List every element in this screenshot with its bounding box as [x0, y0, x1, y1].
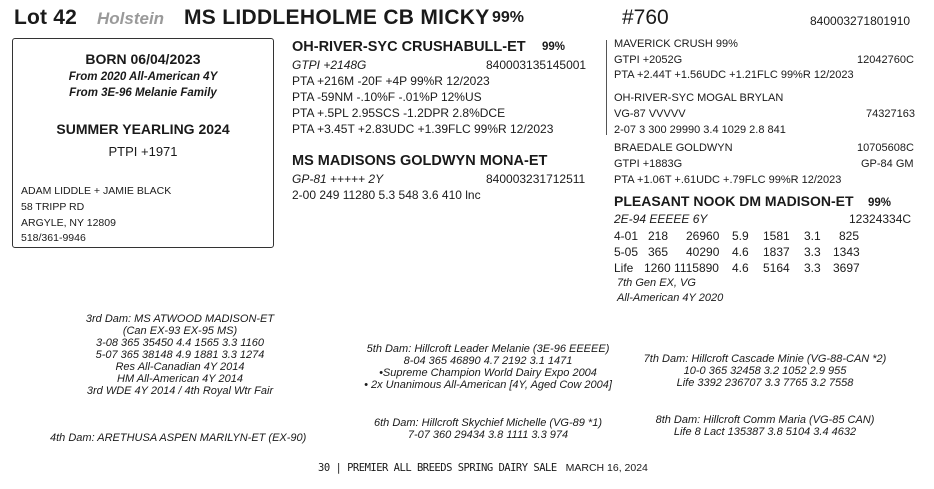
third-dam-line: 3rd Dam: MS ATWOOD MADISON-ET [85, 313, 275, 325]
registration-number: 840003271801910 [810, 14, 911, 28]
dam-sire-gtpi: GTPI +1883G [614, 158, 683, 170]
maternal-granddam-note: All-American 4Y 2020 [617, 292, 724, 304]
record-cell: 1837 [763, 245, 790, 259]
record-cell: 26960 [686, 229, 720, 243]
sire-dam-class: VG-87 VVVVV [614, 108, 686, 120]
dam-highlight-2: From 3E-96 Melanie Family [69, 87, 217, 99]
sixth-dam-line: 7-07 360 29434 3.8 1111 3.3 974 [407, 429, 569, 441]
third-dam-block [55, 313, 305, 397]
record-cell: 4.6 [732, 245, 749, 259]
dam-reg: 840003231712511 [486, 172, 586, 186]
maternal-granddam-name: PLEASANT NOOK DM MADISON-ET [614, 193, 854, 209]
sire-sire-gtpi: GTPI +2052G [614, 54, 683, 66]
info-box [12, 38, 274, 248]
animal-percent: 99% [492, 9, 525, 26]
maternal-granddam-class: 2E-94 EEEEE 6Y [614, 212, 708, 226]
class-label: SUMMER YEARLING 2024 [56, 121, 230, 137]
third-dam-line: 5-07 365 38148 4.9 1881 3.3 1274 [95, 349, 265, 361]
record-cell: Life [614, 261, 634, 275]
record-cell: 1343 [833, 245, 860, 259]
sire-pta-line: PTA -59NM -.10%F -.01%P 12%US [292, 90, 482, 104]
record-cell: 218 [648, 229, 669, 243]
divider-line [606, 40, 607, 135]
fifth-dam-block [338, 343, 638, 391]
lactation-record-row [614, 229, 914, 245]
record-cell: 3.1 [804, 229, 821, 243]
third-dam-line: 3-08 365 35450 4.4 1565 3.3 1160 [95, 337, 264, 349]
record-cell: 5164 [763, 261, 790, 275]
seventh-dam-line: 10-0 365 32458 3.2 1052 2.9 955 [683, 365, 847, 377]
seventh-dam-block [630, 353, 900, 389]
fifth-dam-line: •Supreme Champion World Dairy Expo 2004 [379, 367, 597, 379]
record-cell: 3.3 [804, 261, 821, 275]
dam-sire-pta: PTA +1.06T +.61UDC +.79FLC 99%R 12/2023 [614, 174, 842, 186]
record-cell: 3.3 [804, 245, 821, 259]
fifth-dam-line: 5th Dam: Hillcroft Leader Melanie (3E-96 EEEEE) [366, 343, 610, 355]
eighth-dam-line: 8th Dam: Hillcroft Comm Maria (VG-85 CAN) [655, 414, 875, 426]
maternal-granddam-note: 7th Gen EX, VG [617, 277, 696, 289]
sire-pta-line: PTA +3.45T +2.83UDC +1.39FLC 99%R 12/2023 [292, 122, 554, 136]
record-cell: 1581 [763, 229, 790, 243]
dam-highlight-1: From 2020 All-American 4Y [68, 71, 218, 83]
sire-percent: 99% [542, 41, 566, 53]
maternal-granddam-percent: 99% [868, 197, 892, 209]
seventh-dam-line: 7th Dam: Hillcroft Cascade Minie (VG-88-CAN *2) [643, 353, 887, 365]
record-cell: 5.9 [732, 229, 749, 243]
footer-date: MARCH 16, 2024 [565, 462, 648, 474]
third-dam-line: (Can EX-93 EX-95 MS) [122, 325, 238, 337]
eighth-dam-block [640, 414, 890, 438]
sire-pta-line: PTA +216M -20F +4P 99%R 12/2023 [292, 74, 490, 88]
page-footer [318, 462, 648, 474]
fourth-dam-line: 4th Dam: ARETHUSA ASPEN MARILYN-ET (EX-90) [50, 432, 307, 444]
third-dam-line: HM All-American 4Y 2014 [117, 373, 243, 385]
sixth-dam-block [338, 417, 638, 441]
record-cell: 825 [839, 229, 860, 243]
third-dam-line: Res All-Canadian 4Y 2014 [115, 361, 245, 373]
record-cell: 365 [648, 245, 669, 259]
sire-sire-reg: 12042760C [857, 54, 914, 66]
dam-sire-reg: 10705608C [857, 142, 914, 154]
sire-dam-record: 2-07 3 300 29990 3.4 1029 2.8 841 [614, 124, 786, 136]
record-cell: 1260 1115890 [644, 261, 719, 275]
ptpi-value: PTPI +1971 [108, 144, 178, 159]
record-cell: 40290 [686, 245, 720, 259]
lot-number: Lot 42 [14, 6, 78, 29]
footer-sale-name: 30 | PREMIER ALL BREEDS SPRING DAIRY SALE [318, 462, 557, 474]
seventh-dam-line: Life 3392 236707 3.3 7765 3.2 7558 [676, 377, 854, 389]
dam-name: MS MADISONS GOLDWYN MONA-ET [292, 153, 548, 169]
third-dam-line: 3rd WDE 4Y 2014 / 4th Royal Wtr Fair [86, 385, 274, 397]
fifth-dam-line: • 2x Unanimous All-American [4Y, Aged Cow 2004] [364, 379, 612, 391]
record-cell: 5-05 [614, 245, 639, 259]
sire-dam-name: OH-RIVER-SYC MOGAL BRYLAN [614, 92, 784, 104]
dam-record: 2-00 249 11280 5.3 548 3.6 410 lnc [292, 188, 481, 202]
dam-sire-gp: GP-84 GM [861, 158, 914, 170]
record-cell: 3697 [833, 261, 860, 275]
dam-sire-name: BRAEDALE GOLDWYN [614, 142, 733, 154]
owner-city: ARGYLE, NY 12809 [21, 217, 116, 229]
breed-label: Holstein [97, 9, 165, 28]
catalog-number: #760 [622, 6, 669, 29]
sire-gtpi: GTPI +2148G [292, 58, 367, 72]
owner-name: ADAM LIDDLE + JAMIE BLACK [21, 185, 172, 197]
sire-dam-reg: 74327163 [866, 108, 915, 120]
eighth-dam-line: Life 8 Lact 135387 3.8 5104 3.4 4632 [673, 426, 857, 438]
owner-address: 58 TRIPP RD [21, 201, 85, 213]
animal-name: MS LIDDLEHOLME CB MICKY [184, 6, 490, 29]
sire-pta-line: PTA +.5PL 2.95SCS -1.2DPR 2.8%DCE [292, 106, 506, 120]
sire-reg: 840003135145001 [486, 58, 587, 72]
lactation-record-row [614, 245, 914, 261]
sixth-dam-line: 6th Dam: Hillcroft Skychief Michelle (VG-89 *1) [373, 417, 602, 429]
dam-classification: GP-81 +++++ 2Y [292, 172, 384, 186]
owner-phone: 518/361-9946 [21, 232, 86, 244]
sire-sire-name: MAVERICK CRUSH 99% [614, 38, 738, 50]
sire-sire-pta: PTA +2.44T +1.56UDC +1.21FLC 99%R 12/2023 [614, 69, 854, 81]
lactation-record-row [614, 261, 914, 277]
record-cell: 4-01 [614, 229, 639, 243]
record-cell: 4.6 [732, 261, 749, 275]
birth-date: BORN 06/04/2023 [85, 51, 201, 67]
maternal-granddam-reg: 12324334C [849, 212, 912, 226]
sire-name: OH-RIVER-SYC CRUSHABULL-ET [292, 39, 526, 55]
fifth-dam-line: 8-04 365 46890 4.7 2192 3.1 1471 [403, 355, 573, 367]
